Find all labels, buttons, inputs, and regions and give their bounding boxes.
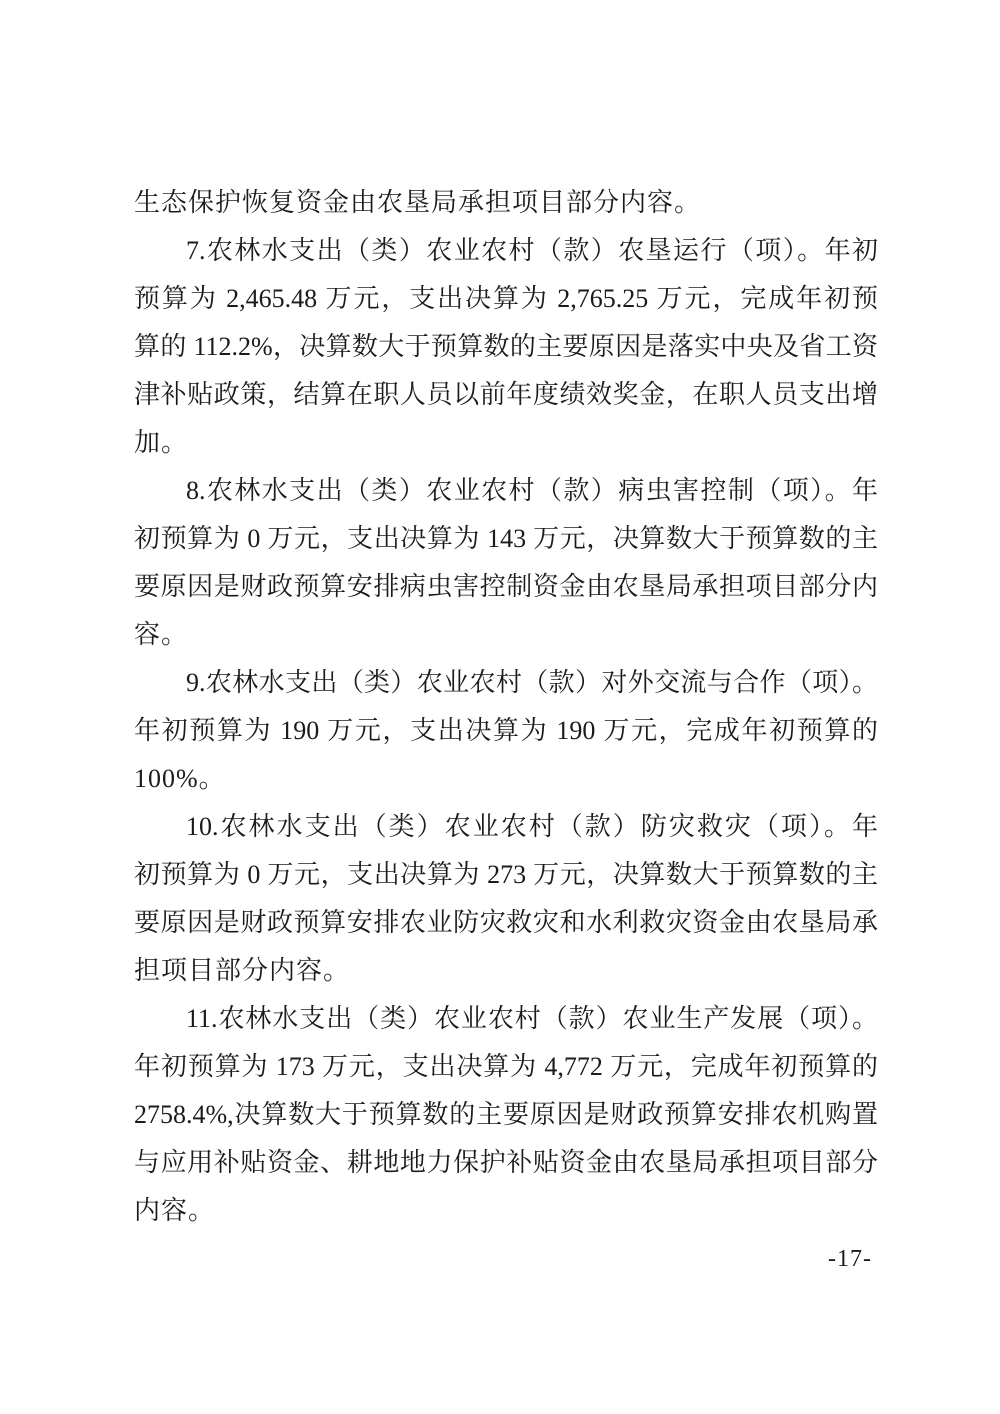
document-body: [134, 179, 878, 1235]
paragraph: [134, 803, 878, 995]
text-line: 担项目部分内容。: [134, 956, 351, 985]
text-line: 要原因是财政预算安排病虫害控制资金由农垦局承担项目部分内: [134, 572, 878, 601]
text-line: 要原因是财政预算安排农业防灾救灾和水利救灾资金由农垦局承: [134, 908, 878, 937]
text-line: 加。: [134, 428, 189, 457]
text-line: 生态保护恢复资金由农垦局承担项目部分内容。: [134, 188, 702, 217]
paragraph: [134, 995, 878, 1235]
text-line: 与应用补贴资金、耕地地力保护补贴资金由农垦局承担项目部分: [134, 1148, 878, 1177]
text-line: 初预算为 0 万元，支出决算为 273 万元，决算数大于预算数的主: [134, 860, 878, 889]
paragraph: [134, 227, 878, 467]
text-line: 内容。: [134, 1196, 216, 1225]
paragraph: [134, 467, 878, 659]
text-line: 津补贴政策，结算在职人员以前年度绩效奖金，在职人员支出增: [134, 380, 878, 409]
paragraph: [134, 659, 878, 803]
text-line: 7.农林水支出（类）农业农村（款）农垦运行（项）。年初: [186, 236, 878, 265]
text-line: 10.农林水支出（类）农业农村（款）防灾救灾（项）。年: [186, 812, 878, 841]
text-line: 算的 112.2%，决算数大于预算数的主要原因是落实中央及省工资: [134, 332, 878, 361]
text-line: 100%。: [134, 764, 226, 793]
text-line: 9.农林水支出（类）农业农村（款）对外交流与合作（项）。: [186, 668, 878, 697]
text-line: 预算为 2,465.48 万元，支出决算为 2,765.25 万元，完成年初预: [134, 284, 878, 313]
text-line: 2758.4%,决算数大于预算数的主要原因是财政预算安排农机购置: [134, 1100, 878, 1129]
text-line: 11.农林水支出（类）农业农村（款）农业生产发展（项）。: [186, 1004, 878, 1033]
text-line: 初预算为 0 万元，支出决算为 143 万元，决算数大于预算数的主: [134, 524, 878, 553]
text-line: 年初预算为 190 万元，支出决算为 190 万元，完成年初预算的: [134, 716, 878, 745]
text-line: 容。: [134, 620, 189, 649]
paragraph: [134, 179, 878, 227]
text-line: 年初预算为 173 万元，支出决算为 4,772 万元，完成年初预算的: [134, 1052, 878, 1081]
text-line: 8.农林水支出（类）农业农村（款）病虫害控制（项）。年: [186, 476, 878, 505]
page-number: -17-: [828, 1246, 872, 1272]
